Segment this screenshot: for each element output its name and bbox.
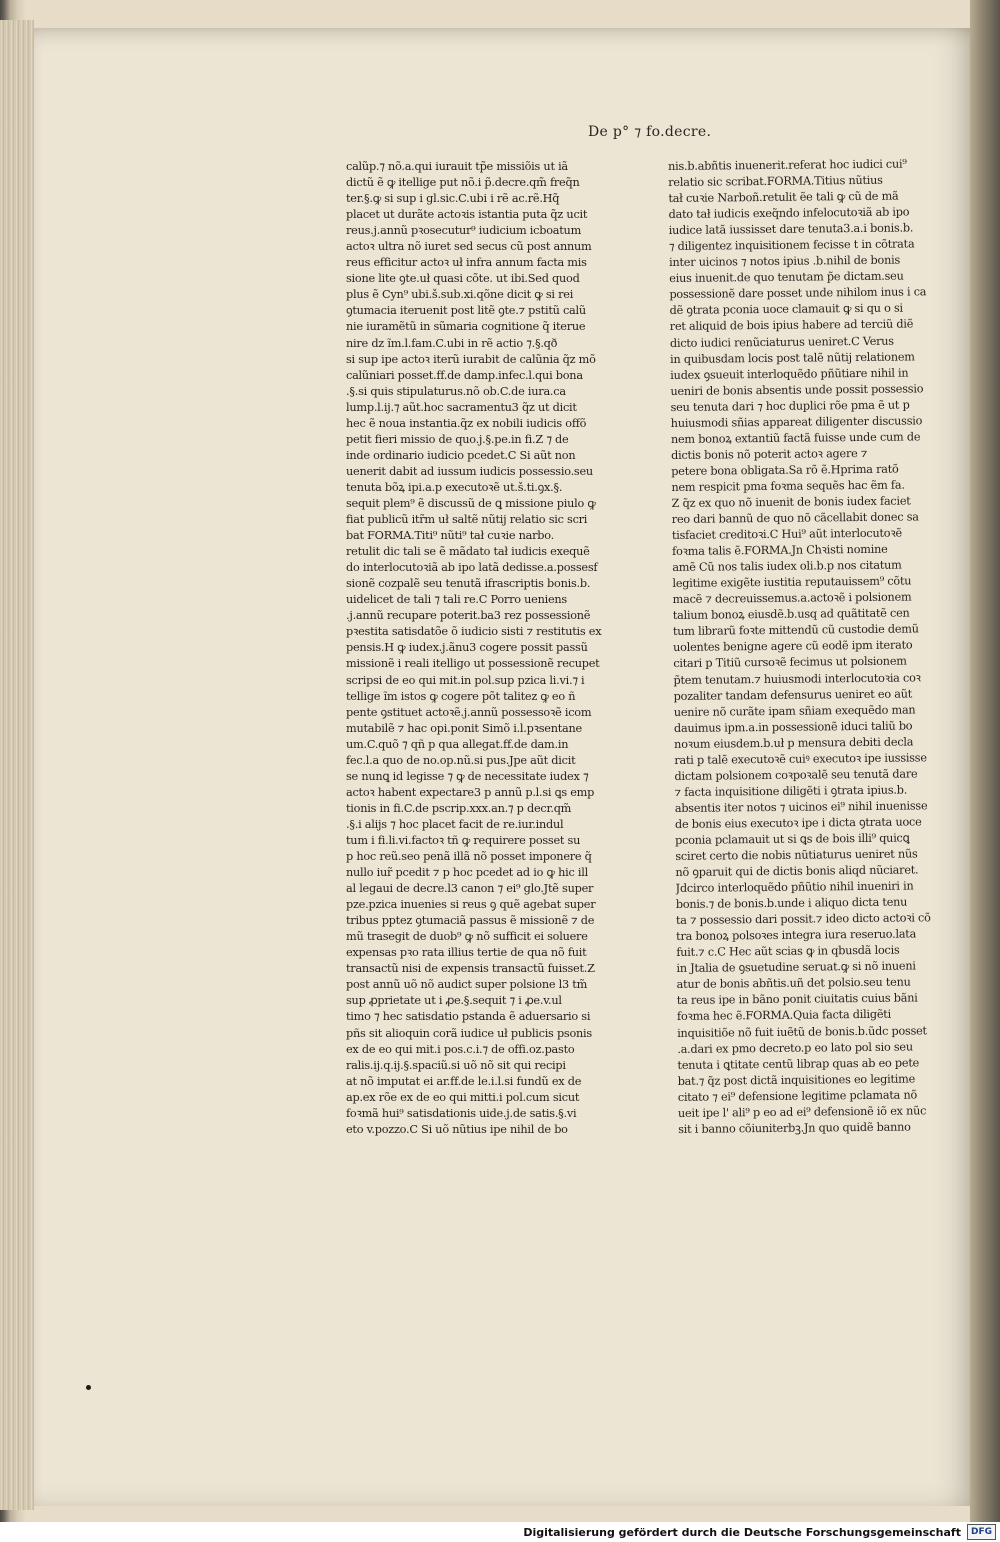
right-column-line: ueniri de bonis absentis unde possit possessio <box>670 381 924 398</box>
right-column-line: rati p talẽ executoꝛẽ cuiꝰ executoꝛ ipe iussisse <box>674 751 927 767</box>
ink-dot <box>86 1385 91 1390</box>
left-column-line: inde ordinario iudicio pcedet.C Si aũt non <box>346 448 576 462</box>
left-column-line: uenerit dabit ad iussum iudicis possessio.seu <box>346 464 593 478</box>
text-column-right <box>668 156 946 1138</box>
right-column-line: in quibusdam locis post talẽ nũtij relationem <box>670 349 915 366</box>
left-column-line: bat FORMA.Titi⁹ nũti⁹ tał cuꝛie narbo. <box>346 529 554 543</box>
left-column-line: mutabilẽ ⁊ hac opi.ponit Simõ i.l.pꝛsentane <box>346 721 582 735</box>
left-column-line: sup ꝓprietate ut i ꝓe.§.sequit ⁊ i ꝓe.v.ul <box>346 994 562 1008</box>
left-column-line: plus ẽ Cyn⁹ ubi.š.sub.xi.qõne dicit ꝙ si rei <box>346 288 574 302</box>
right-column-line: fuit.⁊ c.C Hec aũt scias ꝙ in qbusdã locis <box>676 943 900 960</box>
page-stack-edge <box>0 20 34 1510</box>
left-column-line: transactũ nisi de expensis transactũ fuisset.Z <box>346 962 595 976</box>
left-column-line: reus efficitur actoꝛ uł infra annum facta mis <box>346 256 587 270</box>
dfg-logo-icon: DFG <box>967 1524 996 1540</box>
right-column-line: nõ ꝯparuit qui de dictis bonis aliqd nũciaret. <box>675 863 919 880</box>
left-column-line: timo ⁊ hec satisdatio pstanda ẽ aduersario si <box>346 1010 591 1024</box>
left-column-line: um.C.quõ ⁊ qñ p qua allegat.ff.de dam.in <box>346 737 569 751</box>
left-column-line: scripsi de eo qui mit.in pol.sup pzica li.vi.⁊ i <box>346 673 585 687</box>
right-column-line: dicto iudici renũciaturus ueniret.C Verus <box>669 334 894 350</box>
right-column-line: ret aliquid de bois ipius habere ad terciũ diẽ <box>669 317 914 334</box>
right-column-line: dictis bonis nõ poterit actoꝛ agere ⁊ <box>671 446 868 462</box>
left-column-line: pꝛestita satisdatõe õ iudicio sisti ⁊ restitutis ex <box>346 625 602 639</box>
book-gutter-edge <box>970 0 1000 1522</box>
left-column-line: post annũ uõ nõ audict super polsione l3 tm̃ <box>346 978 588 992</box>
right-column-line: seu tenuta dari ⁊ hoc duplici rõe pma ẽ ut p <box>670 398 910 414</box>
left-column-line: ex de eo qui mit.i pos.c.i.⁊ de offi.oz.pasto <box>346 1042 575 1056</box>
right-column-line: nis.b.abñtis inuenerit.referat hoc iudici cui⁹ <box>668 157 907 173</box>
right-column-line: ueit ipe l' ali⁹ p eo ad ei⁹ defensionẽ iõ ex nũc <box>677 1104 927 1120</box>
left-column-line: tenuta bõꝝ ipi.a.p executoꝛẽ ut.š.ti.ꝯx.§. <box>346 480 563 494</box>
left-column-line: actoꝛ habent expectare3 p annũ p.l.si ꝗs emp <box>346 785 595 799</box>
right-column-line: Z q̃z ex quo nõ inuenit de bonis iudex faciet <box>671 494 911 510</box>
right-column-line: de bonis eius executoꝛ ipe i dicta ꝯtrata uoce <box>674 815 922 831</box>
right-column-line: iudex ꝯsueuit interloquẽdo pñũtiare nihil in <box>670 366 909 382</box>
right-column-line: uenire nõ curãte ipam sñiam exequẽdo man <box>673 703 916 719</box>
left-column-line: pze.pzica inuenies si reus ꝯ quẽ agebat super <box>346 898 596 912</box>
right-column-line: foꝛma talis ẽ.FORMA.Jn Chꝛisti nomine <box>672 542 888 559</box>
left-column-line: placet ut durãte actoꝛis istantia puta q̃z ucit <box>346 208 588 222</box>
right-column-line: in Jtalia de ꝯsuetudine seruat.ꝙ si nõ inueni <box>676 959 916 976</box>
right-column-line: pozaliter tandam defensurus ueniret eo aũt <box>673 687 913 703</box>
right-column-line: sit i banno cõiuniterbꝫ.Jn quo quidẽ banno <box>678 1120 911 1136</box>
left-column-line: petit fieri missio de quo.j.§.pe.in fi.Z ⁊ de <box>346 432 569 446</box>
left-column-line: p hoc reũ.seo penã illã nõ posset imponere q̃ <box>346 850 592 864</box>
right-column-line: legitime exigẽte iustitia reputauissem⁹ cõtu <box>672 574 912 591</box>
right-column-line: ⁊ facta inquisitione diligẽti i ꝯtrata ipius.b. <box>674 783 908 799</box>
right-column-line: tum librarũ foꝛte mittendũ cũ custodie demũ <box>672 622 919 639</box>
left-column-line: hec ẽ noua instantia.q̃z ex nobili iudicis offõ <box>346 416 587 430</box>
left-column-line: nullo iur̃ pcedit ⁊ p hoc pcedet ad io ꝙ hic ill <box>346 866 588 880</box>
right-column-line: ta ⁊ possessio dari possit.⁊ ideo dicto actoꝛi cõ <box>675 911 931 928</box>
right-column-line: eius inuenit.de quo tenutam p̃e dictam.seu <box>669 269 904 286</box>
right-column-line: Jdcirco interloquẽdo pñũtio nihil inueniri in <box>675 879 914 896</box>
right-column-line: macẽ ⁊ decreuissemus.a.actoꝛẽ i polsionem <box>672 590 912 607</box>
right-column-line: noꝛum eiusdem.b.uł p mensura debiti decla <box>674 735 914 751</box>
left-column-line: uidelicet de tali ⁊ tali re.C Porro ueniens <box>346 593 567 607</box>
left-column-line: se nunꝗ id legisse ⁊ ꝙ de necessitate iudex ⁊ <box>346 769 589 783</box>
right-column-line: tał cuꝛie Narboñ.retulit ẽe tali ꝙ cũ de mã <box>668 189 899 206</box>
left-column-line: calũp.⁊ nõ.a.qui iurauit tp̃e missiõis ut iã <box>346 160 568 173</box>
right-column-line: atur de bonis abñtis.uñ det polsio.seu tenu <box>676 975 911 992</box>
right-column-line: possessionẽ dare posset unde nihilom inus i ca <box>669 285 927 302</box>
right-column-line: dẽ ꝯtrata pconia uoce clamauit ꝙ si qu o si <box>669 301 903 318</box>
right-column-line: dauimus ipm.a.in possessionẽ iduci taliũ bo <box>673 719 913 735</box>
left-column-line: do interlocutoꝛiã ab ipo latã dedisse.a.possesf <box>346 561 598 575</box>
left-column-line: tribus pptez ꝯtumaciã passus ẽ missionẽ ⁊ de <box>346 914 595 928</box>
right-column-line: .a.dari ex pmo decreto.p eo lato pol sio seu <box>677 1040 913 1056</box>
text-column-left <box>346 159 634 1138</box>
right-column-line: dato tał iudicis exeq̃ndo infelocutoꝛiã ab ipo <box>668 205 910 222</box>
left-column-line: expensas pꝛo rata illius tertie de qua nõ fuit <box>346 946 587 960</box>
left-column-line: nire dz ĩm.l.fam.C.ubi in rẽ actio ⁊.§.qð <box>346 336 558 350</box>
right-column-line: bat.⁊ q̃z post dictã inquisitiones eo legitime <box>677 1072 916 1088</box>
left-column-line: eto v.pozzo.C Si uõ nũtius ipe nihil de bo <box>346 1122 568 1136</box>
left-column-line: reus.j.annũ pꝛosecutur⁹ iudicium icboatum <box>346 224 582 238</box>
right-column-line: pconia pclamauit ut si ꝗs de bois illi⁹ quicꝗ <box>675 831 910 847</box>
left-column-line: foꝛmã hui⁹ satisdationis uide.j.de satis.§.vi <box>346 1106 577 1120</box>
left-column-line: sionẽ cozpalẽ seu tenutã ifrascriptis bonis.b. <box>346 577 591 591</box>
left-column-line: si sup ipe actoꝛ iterũ iurabit de calũnia q̃z mõ <box>346 352 596 366</box>
left-column-line: nie iuramẽtũ in sũmaria cognitione q̃ iterue <box>346 320 586 334</box>
right-column-line: reo dari bannũ de quo nõ cãcellabit donec sa <box>671 510 919 527</box>
left-column-line: lump.l.ij.⁊ aũt.hoc sacramentu3 q̃z ut dicit <box>346 400 577 414</box>
right-column-line: amẽ Cũ nos talis iudex oli.b.p nos citatum <box>672 558 902 575</box>
running-head: De p° ⁊ fo.decre. <box>588 124 712 140</box>
right-column-line: relatio sic scribat.FORMA.Titius nũtius <box>668 173 883 190</box>
left-column-line: tionis in fi.C.de pscrip.xxx.an.⁊ p decr.qm̃ <box>346 801 572 815</box>
left-column-line: pente ꝯstituet actoꝛẽ.j.annũ possessoꝛẽ icom <box>346 705 592 719</box>
right-column-line: bonis.⁊ de bonis.b.unde i aliquo dicta tenu <box>675 895 908 912</box>
left-column-line: actoꝛ ultra nõ iuret sed secus cũ post annum <box>346 240 592 254</box>
right-column-line: nem bonoꝝ extantiũ factã fuisse unde cum de <box>670 430 921 446</box>
left-column-line: ꝯtumacia iteruenit post litẽ ꝯte.⁊ pstitũ calũ <box>346 304 586 318</box>
left-column-line: fiat publicũ itr̃m uł saltẽ nũtij relatio sic scri <box>346 513 588 527</box>
funding-credit: Digitalisierung gefördert durch die Deutsche Forschungsgemeinschaft <box>523 1525 961 1539</box>
left-column-line: fec.l.a quo de no.op.nũ.si pus.Jpe aũt dicit <box>346 753 576 767</box>
right-column-line: inter uicinos ⁊ notos ipius .b.nihil de bonis <box>669 253 901 270</box>
right-column-line: citato ⁊ ei⁹ defensione legitime pclamata nõ <box>677 1088 918 1104</box>
left-column-line: ralis.ij.q.ij.§.spaciũ.si uõ nõ sit qui recipi <box>346 1058 566 1072</box>
right-column-line: tisfaciet creditoꝛi.C Hui⁹ aũt interlocutoꝛẽ <box>671 526 902 543</box>
right-column-line: ta reus ipe in bãno ponit ciuitatis cuius bãni <box>676 991 918 1008</box>
left-column-line: at nõ imputat ei ar.ff.de le.i.l.si fundũ ex de <box>346 1074 582 1088</box>
left-column-line: .§.si quis stipulaturus.nõ ob.C.de iura.ca <box>346 384 566 398</box>
left-column-line: mũ trasegit de duob⁹ ꝙ nõ sufficit ei soluere <box>346 930 588 944</box>
left-column-line: retulit dic tali se ẽ mãdato tał iudicis exequẽ <box>346 545 590 559</box>
left-column-line: sequit plem⁹ ẽ discussũ de ꝗ missione piulo ꝙ <box>346 496 596 510</box>
right-column-line: nem respicit pma foꝛma sequẽs hac ẽm fa. <box>671 478 905 494</box>
right-column-line: inquisitiõe nõ fuit iuẽtũ de bonis.b.ũdc posset <box>677 1023 927 1040</box>
footer-bar <box>0 1522 1000 1542</box>
left-column-line: calũniari posset.ff.de damp.infec.l.qui bona <box>346 368 583 382</box>
right-column-line: tenuta i ꝗtitate centũ librap quas ab eo pete <box>677 1056 920 1072</box>
left-column-line: pensis.H ꝙ iudex.j.ãnu3 cogere possit passũ <box>346 641 588 655</box>
right-column-line: sciret certo die nobis nũtiaturus ueniret nũs <box>675 847 918 863</box>
right-column-line: talium bonoꝝ eiusdẽ.b.usq ad quãtitatẽ cen <box>672 606 910 623</box>
right-column-line: citari p Titiũ cursoꝛẽ fecimus ut polsionem <box>673 654 907 671</box>
left-column-line: ter.§.ꝙ si sup i gl.sic.C.ubi i rẽ ac.rẽ.Hq̃ <box>346 192 560 206</box>
right-column-line: petere bona obligata.Sa rõ ẽ.Hprima ratõ <box>671 462 899 478</box>
left-column-line: .j.annũ recupare poterit.ba3 rez possessionẽ <box>346 609 591 623</box>
left-column-line: .§.i alijs ⁊ hoc placet facit de re.iur.indul <box>346 817 564 831</box>
right-column-line: dictam polsionem coꝛpoꝛalẽ seu tenutã dare <box>674 767 918 783</box>
right-column-line: foꝛma hec ẽ.FORMA.Quia facta diligẽti <box>676 1008 891 1024</box>
right-column-line: absentis iter notos ⁊ uicinos ei⁹ nihil inuenisse <box>674 799 928 815</box>
left-column-line: missionẽ i reali itelligo ut possessionẽ recupet <box>346 657 600 671</box>
right-column-line: tra bonoꝝ polsoꝛes integra iura reseruo.lata <box>676 927 917 944</box>
left-column-line: ap.ex rõe ex de eo qui mitti.i pol.cum sicut <box>346 1090 580 1104</box>
left-column-line: al legaui de decre.l3 canon ⁊ ei⁹ glo.Jtẽ super <box>346 882 594 896</box>
right-column-line: huiusmodi sñias appareat diligenter discussio <box>670 414 923 430</box>
left-column-line: tum i fi.li.vi.factoꝛ tñ ꝙ requirere posset su <box>346 833 581 847</box>
right-column-line: uolentes benigne agere cũ eodẽ ipm iterato <box>673 638 913 655</box>
left-column-line: pñs sit alioquin corã iudice uł publicis psonis <box>346 1026 592 1040</box>
right-column-line: p̃tem tenutam.⁊ huiusmodi interlocutoꝛia coꝛ <box>673 670 921 687</box>
left-column-line: dictũ ẽ ꝙ itellige put nõ.i p̃.decre.qm̃ freq̃n <box>346 176 580 190</box>
left-column-line: tellige ĩm istos ꝙ cogere põt talitez ꝙ eo ñ <box>346 689 576 703</box>
right-column-line: ⁊ diligentez inquisitionem fecisse t in cõtrata <box>668 237 915 254</box>
right-column-line: iudice latã iussisset dare tenuta3.a.i bonis.b. <box>668 221 914 238</box>
left-column-line: sione lite ꝯte.uł quasi cõte. ut ibi.Sed quod <box>346 272 580 286</box>
